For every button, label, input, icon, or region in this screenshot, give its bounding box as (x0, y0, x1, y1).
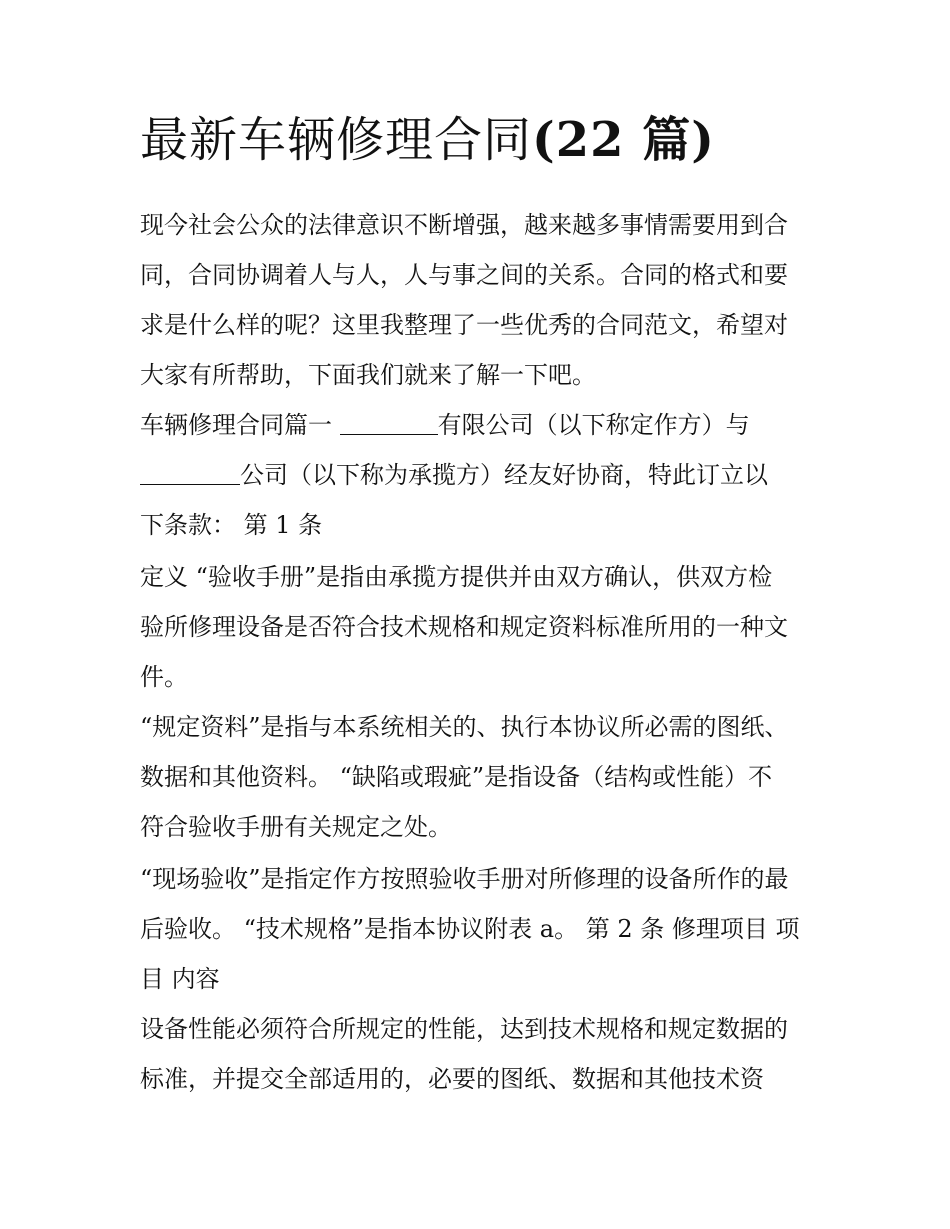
party-a-text: 有限公司（以下称定作方）与 (437, 411, 750, 439)
paragraph-line: “现场验收”是指定作方按照验收手册对所修理的设备所作的最 (140, 865, 789, 893)
paragraph-line: 标准，并提交全部适用的，必要的图纸、数据和其他技术资 (140, 1065, 764, 1093)
paragraph-line: “规定资料”是指与本系统相关的、执行本协议所必需的图纸、 (140, 713, 789, 741)
paragraph-line: 大家有所帮助，下面我们就来了解一下吧。 (140, 361, 596, 389)
paragraph-line: 件。 (140, 663, 188, 691)
title-count: (22 篇) (532, 112, 715, 168)
contract-heading: 车辆修理合同篇一 (140, 411, 340, 439)
party-a-blank (340, 412, 438, 435)
contract-intro-line (140, 459, 768, 491)
paragraph-line: 符合验收手册有关规定之处。 (140, 813, 452, 841)
title-text: 最新车辆修理合同 (140, 112, 533, 168)
paragraph-line: 求是什么样的呢？这里我整理了一些优秀的合同范文，希望对 (140, 311, 788, 339)
paragraph-line: 后验收。 “技术规格”是指本协议附表 a。 第 2 条 修理项目 项 (140, 915, 800, 943)
paragraph-line: 设备性能必须符合所规定的性能，达到技术规格和规定数据的 (140, 1015, 788, 1043)
paragraph-line: 现今社会公众的法律意识不断增强，越来越多事情需要用到合 (140, 211, 788, 239)
party-b-text: 公司（以下称为承揽方）经友好协商，特此订立以 (240, 461, 768, 489)
paragraph-line: 下条款： 第 1 条 (140, 511, 323, 539)
contract-intro-line (140, 409, 750, 441)
party-b-blank (140, 462, 240, 485)
document-title (140, 112, 715, 170)
paragraph-line: 同，合同协调着人与人，人与事之间的关系。合同的格式和要 (140, 261, 788, 289)
paragraph-line: 数据和其他资料。 “缺陷或瑕疵”是指设备（结构或性能）不 (140, 763, 773, 791)
paragraph-line: 验所修理设备是否符合技术规格和规定资料标准所用的一种文 (140, 613, 788, 641)
paragraph-line: 定义 “验收手册”是指由承揽方提供并由双方确认，供双方检 (140, 563, 773, 591)
paragraph-line: 目 内容 (140, 965, 220, 993)
